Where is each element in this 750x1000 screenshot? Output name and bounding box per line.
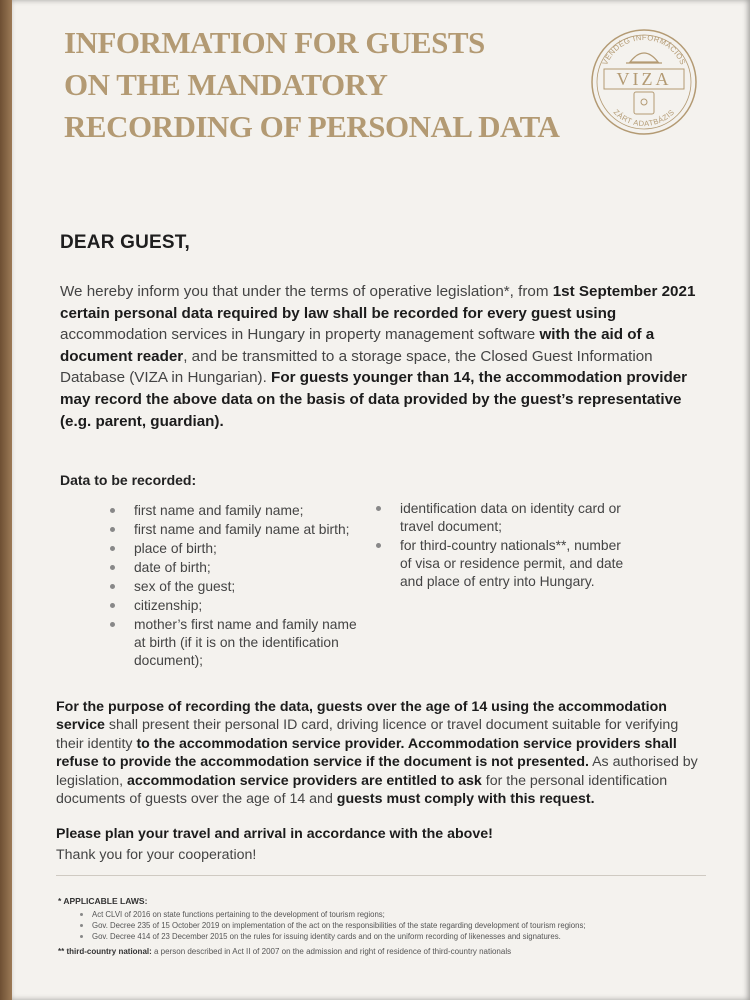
lock-icon [634, 92, 654, 114]
intro-run: We hereby inform you that under the terms of operative legislation*, from [60, 283, 553, 300]
bullet-icon [110, 622, 115, 627]
bullet-icon [110, 508, 115, 513]
list-item [134, 597, 364, 615]
thanks-line: Thank you for your cooperation! [56, 847, 257, 863]
data-list-col2 [400, 500, 630, 592]
intro-run: accommodation services in Hungary in property management software [60, 326, 540, 344]
title-line-3: RECORDING OF PERSONAL DATA [64, 109, 560, 144]
list-item [92, 931, 712, 942]
data-list-col1 [134, 502, 364, 671]
svg-text:VENDÉG INFORMÁCIÓS [600, 33, 687, 66]
purpose-run: As authorised by legislation, [56, 754, 698, 789]
bell-icon [630, 53, 658, 62]
list-item-text: sex of the guest; [134, 579, 236, 594]
intro-run: with the aid of a document reader [60, 326, 655, 365]
bullet-icon [110, 603, 115, 608]
list-item-text: Gov. Decree 414 of 23 December 2015 on the rules for issuing identity cards and on the uniform recording of likenesses and signatures. [92, 932, 561, 941]
bullet-icon [110, 527, 115, 532]
plan-notice: Please plan your travel and arrival in accordance with the above! [56, 826, 493, 842]
list-item [134, 521, 364, 539]
list-item [400, 500, 630, 536]
purpose-paragraph [56, 698, 706, 808]
table-edge [0, 0, 12, 1000]
list-item [400, 537, 630, 591]
purpose-run: For the purpose of recording the data, guests over the age of 14 using the accommodation service [56, 699, 667, 734]
tcn-footnote [58, 947, 511, 956]
tcn-text: a person described in Act II of 2007 on the admission and right of residence of third-country nationals [151, 947, 512, 956]
title-line-1: INFORMATION FOR GUESTS [64, 25, 485, 60]
svg-text:ZÁRT ADATBÁZIS [612, 107, 677, 128]
bullet-icon [376, 543, 381, 548]
divider [56, 875, 706, 876]
intro-paragraph [60, 281, 700, 432]
bullet-icon [110, 565, 115, 570]
list-item-text: place of birth; [134, 541, 217, 556]
bullet-icon [80, 935, 83, 938]
seal-arc-top-text: VENDÉG INFORMÁCIÓS [600, 32, 688, 67]
list-item [134, 616, 364, 670]
title-line-2: ON THE MANDATORY [64, 67, 388, 102]
laws-list [92, 909, 712, 942]
list-item-text: citizenship; [134, 598, 203, 613]
list-item [134, 578, 364, 596]
seal-arc-bottom-text: ZÁRT ADATBÁZIS [611, 107, 677, 129]
list-item [134, 540, 364, 558]
list-item-text: identification data on identity card or travel document; [400, 501, 621, 534]
viza-seal-logo [590, 22, 698, 140]
list-item-text: for third-country nationals**, number of visa or residence permit, and date and place of entry into Hungary. [400, 538, 624, 589]
list-item-text: Gov. Decree 235 of 15 October 2019 on implementation of the act on the responsibilities of the state regarding development of tourism regions; [92, 921, 586, 930]
bullet-icon [80, 924, 83, 927]
document-title [64, 22, 584, 148]
list-item [92, 920, 712, 931]
list-item-text: mother’s first name and family name at birth (if it is on the identification document); [134, 617, 357, 668]
bullet-icon [110, 546, 115, 551]
bullet-icon [110, 584, 115, 589]
purpose-run: to the accommodation service provider. Accommodation service providers shall refuse to provide the accommodation service if the document is not presented. [56, 735, 677, 771]
intro-run: , and be transmitted to a storage space, the Closed Guest Information Database (VIZA in Hungarian). [60, 347, 653, 387]
list-item-text: date of birth; [134, 560, 211, 575]
intro-run: For guests younger than 14, the accommodation provider may record the above data on the basis of data provided by the guest’s representative (e.g. parent, guardian). [60, 369, 688, 430]
intro-run: 1st September 2021 certain personal data required by law shall be recorded for every guest using [60, 283, 696, 322]
bullet-icon [80, 913, 83, 916]
purpose-run: accommodation service providers are entitled to ask [126, 772, 482, 789]
list-item-text: first name and family name; [134, 503, 304, 518]
list-item-text: Act CLVI of 2016 on state functions pertaining to the development of tourism regions; [92, 910, 385, 919]
tcn-label: ** third-country national: [58, 947, 152, 956]
purpose-run: shall present their personal ID card, driving licence or travel document suitable for verifying their identity [56, 717, 679, 752]
greeting: DEAR GUEST, [60, 232, 190, 253]
list-item [134, 502, 364, 520]
purpose-run: for the personal identification documents of guests over the age of 14 and [56, 772, 668, 808]
laws-heading: * APPLICABLE LAWS: [58, 896, 148, 906]
seal-word: VIZA [616, 69, 672, 89]
list-item [92, 909, 712, 920]
data-heading: Data to be recorded: [60, 472, 197, 488]
bullet-icon [376, 506, 381, 511]
list-item [134, 559, 364, 577]
list-item-text: first name and family name at birth; [134, 522, 350, 537]
purpose-run: guests must comply with this request. [336, 791, 595, 808]
